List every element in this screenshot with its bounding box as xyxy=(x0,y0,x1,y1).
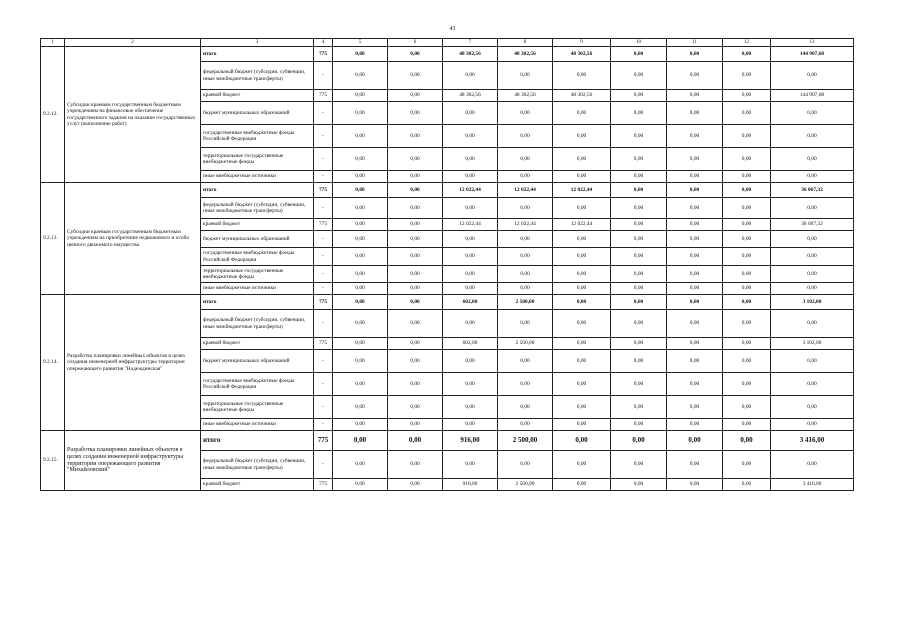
value-cell: 0,00 xyxy=(443,396,498,419)
value-cell: 775 xyxy=(314,183,333,198)
value-cell: 0,00 xyxy=(443,248,498,266)
value-cell: 775 xyxy=(314,47,333,62)
value-cell: 0,00 xyxy=(771,198,854,219)
value-cell: 0,00 xyxy=(611,47,667,62)
item-name: Субсидии краевым государственным бюджетным учреждениям на приобретение недвижимого и особо ценного движимого имущества xyxy=(65,183,201,295)
value-cell: 0,00 xyxy=(443,310,498,338)
value-cell: 0,00 xyxy=(498,198,553,219)
value-cell: 0,00 xyxy=(333,266,388,283)
value-cell: 0,00 xyxy=(553,125,611,148)
value-cell: 0,00 xyxy=(553,148,611,171)
value-cell: 0,00 xyxy=(611,266,667,283)
value-cell: 0,00 xyxy=(667,350,723,373)
value-cell: 0,00 xyxy=(723,373,771,396)
value-cell: 0,00 xyxy=(611,125,667,148)
value-cell: 12 022,44 xyxy=(498,219,553,231)
value-cell: 0,00 xyxy=(498,283,553,295)
value-cell: 0,00 xyxy=(388,47,443,62)
value-cell: - xyxy=(314,310,333,338)
value-cell: 775 xyxy=(314,295,333,310)
value-cell: 0,00 xyxy=(498,266,553,283)
value-cell: 775 xyxy=(314,479,333,491)
value-cell: 0,00 xyxy=(388,125,443,148)
value-cell: 0,00 xyxy=(723,266,771,283)
value-cell: 3 416,00 xyxy=(771,479,854,491)
value-cell: 0,00 xyxy=(611,350,667,373)
value-cell: 0,00 xyxy=(333,198,388,219)
value-cell: - xyxy=(314,283,333,295)
value-cell: 144 907,68 xyxy=(771,90,854,102)
value-cell: 0,00 xyxy=(611,148,667,171)
value-cell: 0,00 xyxy=(498,102,553,125)
value-cell: 0,00 xyxy=(723,219,771,231)
value-cell: 0,00 xyxy=(771,102,854,125)
value-cell: 0,00 xyxy=(333,219,388,231)
value-cell: - xyxy=(314,248,333,266)
funding-source: бюджет муниципальных образований xyxy=(201,231,314,248)
value-cell: 0,00 xyxy=(333,373,388,396)
value-cell: 0,00 xyxy=(667,396,723,419)
value-cell: 0,00 xyxy=(611,219,667,231)
value-cell: 0,00 xyxy=(333,102,388,125)
value-cell: 0,00 xyxy=(553,266,611,283)
value-cell: 0,00 xyxy=(667,479,723,491)
value-cell: 0,00 xyxy=(498,373,553,396)
value-cell: 0,00 xyxy=(388,102,443,125)
value-cell: 0,00 xyxy=(611,310,667,338)
value-cell: - xyxy=(314,62,333,90)
value-cell: 0,00 xyxy=(611,295,667,310)
value-cell: 0,00 xyxy=(611,198,667,219)
value-cell: 0,00 xyxy=(611,479,667,491)
value-cell: 0,00 xyxy=(388,479,443,491)
value-cell: - xyxy=(314,125,333,148)
column-header: 3 xyxy=(201,39,314,47)
value-cell: - xyxy=(314,148,333,171)
value-cell: 0,00 xyxy=(723,171,771,183)
value-cell: 0,00 xyxy=(771,419,854,431)
value-cell: 0,00 xyxy=(667,102,723,125)
value-cell: 0,00 xyxy=(388,183,443,198)
value-cell: 0,00 xyxy=(388,198,443,219)
funding-source: государственные внебюджетные фонды Российской Федерации xyxy=(201,373,314,396)
value-cell: 0,00 xyxy=(771,125,854,148)
value-cell: - xyxy=(314,231,333,248)
value-cell: 0,00 xyxy=(443,283,498,295)
value-cell: 0,00 xyxy=(333,183,388,198)
value-cell: 0,00 xyxy=(333,283,388,295)
value-cell: 0,00 xyxy=(498,62,553,90)
value-cell: 48 302,56 xyxy=(553,47,611,62)
value-cell: 0,00 xyxy=(498,419,553,431)
value-cell: 0,00 xyxy=(667,310,723,338)
value-cell: 916,00 xyxy=(443,479,498,491)
value-cell: 0,00 xyxy=(388,171,443,183)
value-cell: 0,00 xyxy=(333,125,388,148)
value-cell: 0,00 xyxy=(498,248,553,266)
funding-source: иные внебюджетные источники xyxy=(201,419,314,431)
funding-source: итого xyxy=(201,47,314,62)
value-cell: 0,00 xyxy=(498,171,553,183)
value-cell: 0,00 xyxy=(333,350,388,373)
value-cell: 12 022,44 xyxy=(553,183,611,198)
value-cell: - xyxy=(314,266,333,283)
value-cell: 0,00 xyxy=(611,283,667,295)
value-cell: 0,00 xyxy=(611,102,667,125)
value-cell: 0,00 xyxy=(771,350,854,373)
value-cell: 0,00 xyxy=(388,148,443,171)
budget-table xyxy=(40,38,854,491)
column-header: 11 xyxy=(667,39,723,47)
item-name: Разработка планировки линейных объектов в целях создания инженерной инфраструктуры территории опережающего развития "Надеждинская" xyxy=(65,295,201,431)
value-cell: 0,00 xyxy=(388,248,443,266)
value-cell: 0,00 xyxy=(771,283,854,295)
value-cell: 0,00 xyxy=(553,373,611,396)
funding-source: итого xyxy=(201,295,314,310)
value-cell: 0,00 xyxy=(388,431,443,451)
item-code: 9.2.15. xyxy=(41,431,65,491)
value-cell: 0,00 xyxy=(388,283,443,295)
value-cell: 0,00 xyxy=(723,295,771,310)
column-header: 5 xyxy=(333,39,388,47)
value-cell: 0,00 xyxy=(443,451,498,479)
value-cell: 0,00 xyxy=(771,451,854,479)
value-cell: 0,00 xyxy=(771,248,854,266)
value-cell: 0,00 xyxy=(333,171,388,183)
value-cell: 0,00 xyxy=(388,266,443,283)
value-cell: - xyxy=(314,373,333,396)
value-cell: - xyxy=(314,198,333,219)
value-cell: 0,00 xyxy=(723,231,771,248)
value-cell: 36 067,32 xyxy=(771,219,854,231)
value-cell: 0,00 xyxy=(553,479,611,491)
value-cell: 48 302,56 xyxy=(498,90,553,102)
value-cell: 0,00 xyxy=(498,231,553,248)
value-cell: 48 302,56 xyxy=(443,47,498,62)
value-cell: - xyxy=(314,102,333,125)
value-cell: 0,00 xyxy=(553,310,611,338)
value-cell: 0,00 xyxy=(667,248,723,266)
column-header: 7 xyxy=(443,39,498,47)
value-cell: 0,00 xyxy=(723,431,771,451)
value-cell: 0,00 xyxy=(333,248,388,266)
value-cell: - xyxy=(314,451,333,479)
value-cell: 0,00 xyxy=(611,451,667,479)
column-header: 6 xyxy=(388,39,443,47)
value-cell: 48 302,56 xyxy=(443,90,498,102)
value-cell: 144 907,68 xyxy=(771,47,854,62)
value-cell: 3 416,00 xyxy=(771,431,854,451)
value-cell: 0,00 xyxy=(667,373,723,396)
value-cell: 0,00 xyxy=(388,396,443,419)
value-cell: 775 xyxy=(314,219,333,231)
value-cell: 0,00 xyxy=(333,338,388,350)
value-cell: 0,00 xyxy=(443,62,498,90)
value-cell: 2 500,00 xyxy=(498,338,553,350)
value-cell: - xyxy=(314,396,333,419)
value-cell: 0,00 xyxy=(611,396,667,419)
value-cell: - xyxy=(314,419,333,431)
column-header: 13 xyxy=(771,39,854,47)
value-cell: 0,00 xyxy=(723,102,771,125)
table-row xyxy=(41,47,854,62)
funding-source: бюджет муниципальных образований xyxy=(201,102,314,125)
value-cell: 0,00 xyxy=(388,62,443,90)
value-cell: 12 022,44 xyxy=(553,219,611,231)
value-cell: 0,00 xyxy=(723,148,771,171)
value-cell: 0,00 xyxy=(333,451,388,479)
value-cell: 0,00 xyxy=(388,373,443,396)
value-cell: 2 500,00 xyxy=(498,479,553,491)
value-cell: - xyxy=(314,350,333,373)
value-cell: 0,00 xyxy=(443,125,498,148)
value-cell: 0,00 xyxy=(333,231,388,248)
funding-source: территориальные государственные внебюджетные фонды xyxy=(201,148,314,171)
value-cell: 0,00 xyxy=(723,183,771,198)
item-name: Разработка планировки линейных объектов в целях создания инженерной инфраструктуры территории опережающего развития "Михайловский" xyxy=(65,431,201,491)
value-cell: 0,00 xyxy=(667,451,723,479)
value-cell: 0,00 xyxy=(667,183,723,198)
column-header: 2 xyxy=(65,39,201,47)
value-cell: 0,00 xyxy=(667,47,723,62)
funding-source: краевой бюджет xyxy=(201,90,314,102)
value-cell: 12 022,44 xyxy=(443,183,498,198)
value-cell: 0,00 xyxy=(771,148,854,171)
table-row xyxy=(41,295,854,310)
value-cell: 0,00 xyxy=(667,62,723,90)
value-cell: 0,00 xyxy=(333,62,388,90)
value-cell: 0,00 xyxy=(443,266,498,283)
value-cell: 0,00 xyxy=(771,396,854,419)
value-cell: 0,00 xyxy=(443,419,498,431)
value-cell: 0,00 xyxy=(443,102,498,125)
value-cell: 0,00 xyxy=(553,295,611,310)
value-cell: 0,00 xyxy=(667,90,723,102)
value-cell: 0,00 xyxy=(333,419,388,431)
column-header: 1 xyxy=(41,39,65,47)
value-cell: 0,00 xyxy=(553,283,611,295)
item-code: 9.2.12. xyxy=(41,47,65,183)
value-cell: 0,00 xyxy=(771,62,854,90)
item-name: Субсидии краевым государственным бюджетным учреждениям на финансовое обеспечение государственного задания на оказание государственных услуг (выполнение работ) xyxy=(65,47,201,183)
funding-source: территориальные государственные внебюджетные фонды xyxy=(201,396,314,419)
header-row xyxy=(41,39,854,47)
value-cell: 0,00 xyxy=(443,350,498,373)
value-cell: 0,00 xyxy=(388,310,443,338)
table-body xyxy=(41,47,854,491)
value-cell: 0,00 xyxy=(611,338,667,350)
value-cell: 0,00 xyxy=(723,451,771,479)
value-cell: 0,00 xyxy=(553,231,611,248)
value-cell: 0,00 xyxy=(611,90,667,102)
funding-source: краевой бюджет xyxy=(201,479,314,491)
value-cell: 0,00 xyxy=(611,183,667,198)
value-cell: 0,00 xyxy=(667,219,723,231)
value-cell: 0,00 xyxy=(667,431,723,451)
page-number: 43 xyxy=(449,26,456,32)
value-cell: 0,00 xyxy=(667,148,723,171)
value-cell: 0,00 xyxy=(443,171,498,183)
item-code: 9.2.14. xyxy=(41,295,65,431)
funding-source: федеральный бюджет (субсидии, субвенции, иные межбюджетные трансферты) xyxy=(201,451,314,479)
value-cell: - xyxy=(314,171,333,183)
value-cell: 0,00 xyxy=(333,47,388,62)
value-cell: 0,00 xyxy=(723,47,771,62)
value-cell: 0,00 xyxy=(723,479,771,491)
value-cell: 0,00 xyxy=(611,62,667,90)
value-cell: 0,00 xyxy=(667,283,723,295)
value-cell: 0,00 xyxy=(388,338,443,350)
value-cell: 0,00 xyxy=(443,373,498,396)
value-cell: 0,00 xyxy=(667,198,723,219)
value-cell: 0,00 xyxy=(771,171,854,183)
value-cell: 0,00 xyxy=(333,310,388,338)
funding-source: иные внебюджетные источники xyxy=(201,171,314,183)
column-header: 10 xyxy=(611,39,667,47)
value-cell: 0,00 xyxy=(388,451,443,479)
value-cell: 0,00 xyxy=(388,90,443,102)
column-header: 8 xyxy=(498,39,553,47)
value-cell: 0,00 xyxy=(723,350,771,373)
value-cell: 0,00 xyxy=(611,248,667,266)
funding-source: краевой бюджет xyxy=(201,338,314,350)
value-cell: 0,00 xyxy=(723,248,771,266)
funding-source: иные внебюджетные источники xyxy=(201,283,314,295)
value-cell: 0,00 xyxy=(723,419,771,431)
value-cell: 775 xyxy=(314,90,333,102)
value-cell: 0,00 xyxy=(723,125,771,148)
value-cell: 12 022,44 xyxy=(443,219,498,231)
value-cell: 0,00 xyxy=(723,396,771,419)
funding-source: бюджет муниципальных образований xyxy=(201,350,314,373)
value-cell: 0,00 xyxy=(611,373,667,396)
value-cell: 0,00 xyxy=(553,431,611,451)
value-cell: 3 102,00 xyxy=(771,295,854,310)
value-cell: 0,00 xyxy=(388,350,443,373)
value-cell: 0,00 xyxy=(498,125,553,148)
value-cell: 0,00 xyxy=(333,295,388,310)
value-cell: 0,00 xyxy=(498,396,553,419)
value-cell: 48 302,56 xyxy=(498,47,553,62)
value-cell: 0,00 xyxy=(498,310,553,338)
value-cell: 0,00 xyxy=(667,266,723,283)
table-row xyxy=(41,183,854,198)
value-cell: 0,00 xyxy=(611,419,667,431)
value-cell: 0,00 xyxy=(333,90,388,102)
value-cell: 0,00 xyxy=(667,171,723,183)
value-cell: 0,00 xyxy=(723,338,771,350)
value-cell: 0,00 xyxy=(443,148,498,171)
value-cell: 602,00 xyxy=(443,338,498,350)
value-cell: 0,00 xyxy=(553,248,611,266)
value-cell: 0,00 xyxy=(553,451,611,479)
value-cell: 0,00 xyxy=(667,125,723,148)
value-cell: 0,00 xyxy=(333,148,388,171)
value-cell: 0,00 xyxy=(388,419,443,431)
value-cell: 0,00 xyxy=(553,62,611,90)
value-cell: 0,00 xyxy=(553,102,611,125)
value-cell: 0,00 xyxy=(771,266,854,283)
value-cell: 0,00 xyxy=(771,310,854,338)
value-cell: 0,00 xyxy=(333,431,388,451)
value-cell: 0,00 xyxy=(723,283,771,295)
value-cell: 0,00 xyxy=(553,338,611,350)
value-cell: 0,00 xyxy=(388,219,443,231)
value-cell: 0,00 xyxy=(553,350,611,373)
value-cell: 0,00 xyxy=(771,373,854,396)
value-cell: 916,00 xyxy=(443,431,498,451)
funding-source: краевой бюджет xyxy=(201,219,314,231)
funding-source: федеральный бюджет (субсидии, субвенции, иные межбюджетные трансферты) xyxy=(201,198,314,219)
value-cell: 0,00 xyxy=(723,62,771,90)
value-cell: 0,00 xyxy=(553,419,611,431)
table-row xyxy=(41,431,854,451)
column-header: 4 xyxy=(314,39,333,47)
funding-source: государственные внебюджетные фонды Российской Федерации xyxy=(201,125,314,148)
value-cell: 2 500,00 xyxy=(498,431,553,451)
value-cell: 0,00 xyxy=(388,231,443,248)
value-cell: 0,00 xyxy=(667,338,723,350)
funding-source: федеральный бюджет (субсидии, субвенции, иные межбюджетные трансферты) xyxy=(201,310,314,338)
value-cell: 48 302,56 xyxy=(553,90,611,102)
value-cell: 12 022,44 xyxy=(498,183,553,198)
value-cell: 36 067,32 xyxy=(771,183,854,198)
value-cell: 0,00 xyxy=(553,171,611,183)
value-cell: 775 xyxy=(314,431,333,451)
value-cell: 0,00 xyxy=(553,396,611,419)
funding-source: государственные внебюджетные фонды Российской Федерации xyxy=(201,248,314,266)
value-cell: 0,00 xyxy=(388,295,443,310)
funding-source: федеральный бюджет (субсидии, субвенции, иные межбюджетные трансферты) xyxy=(201,62,314,90)
value-cell: 0,00 xyxy=(333,396,388,419)
column-header: 9 xyxy=(553,39,611,47)
value-cell: 0,00 xyxy=(611,171,667,183)
value-cell: 0,00 xyxy=(667,295,723,310)
value-cell: 0,00 xyxy=(771,231,854,248)
value-cell: 0,00 xyxy=(611,231,667,248)
value-cell: 0,00 xyxy=(723,310,771,338)
value-cell: 0,00 xyxy=(498,350,553,373)
value-cell: 0,00 xyxy=(667,231,723,248)
value-cell: 0,00 xyxy=(443,231,498,248)
value-cell: 775 xyxy=(314,338,333,350)
value-cell: 3 102,00 xyxy=(771,338,854,350)
value-cell: 0,00 xyxy=(498,451,553,479)
value-cell: 0,00 xyxy=(443,198,498,219)
value-cell: 0,00 xyxy=(333,479,388,491)
value-cell: 0,00 xyxy=(498,148,553,171)
column-header: 12 xyxy=(723,39,771,47)
value-cell: 0,00 xyxy=(723,90,771,102)
value-cell: 0,00 xyxy=(553,198,611,219)
value-cell: 0,00 xyxy=(611,431,667,451)
funding-source: итого xyxy=(201,431,314,451)
item-code: 9.2.13. xyxy=(41,183,65,295)
value-cell: 2 500,00 xyxy=(498,295,553,310)
value-cell: 0,00 xyxy=(667,419,723,431)
value-cell: 602,00 xyxy=(443,295,498,310)
value-cell: 0,00 xyxy=(723,198,771,219)
funding-source: итого xyxy=(201,183,314,198)
funding-source: территориальные государственные внебюджетные фонды xyxy=(201,266,314,283)
